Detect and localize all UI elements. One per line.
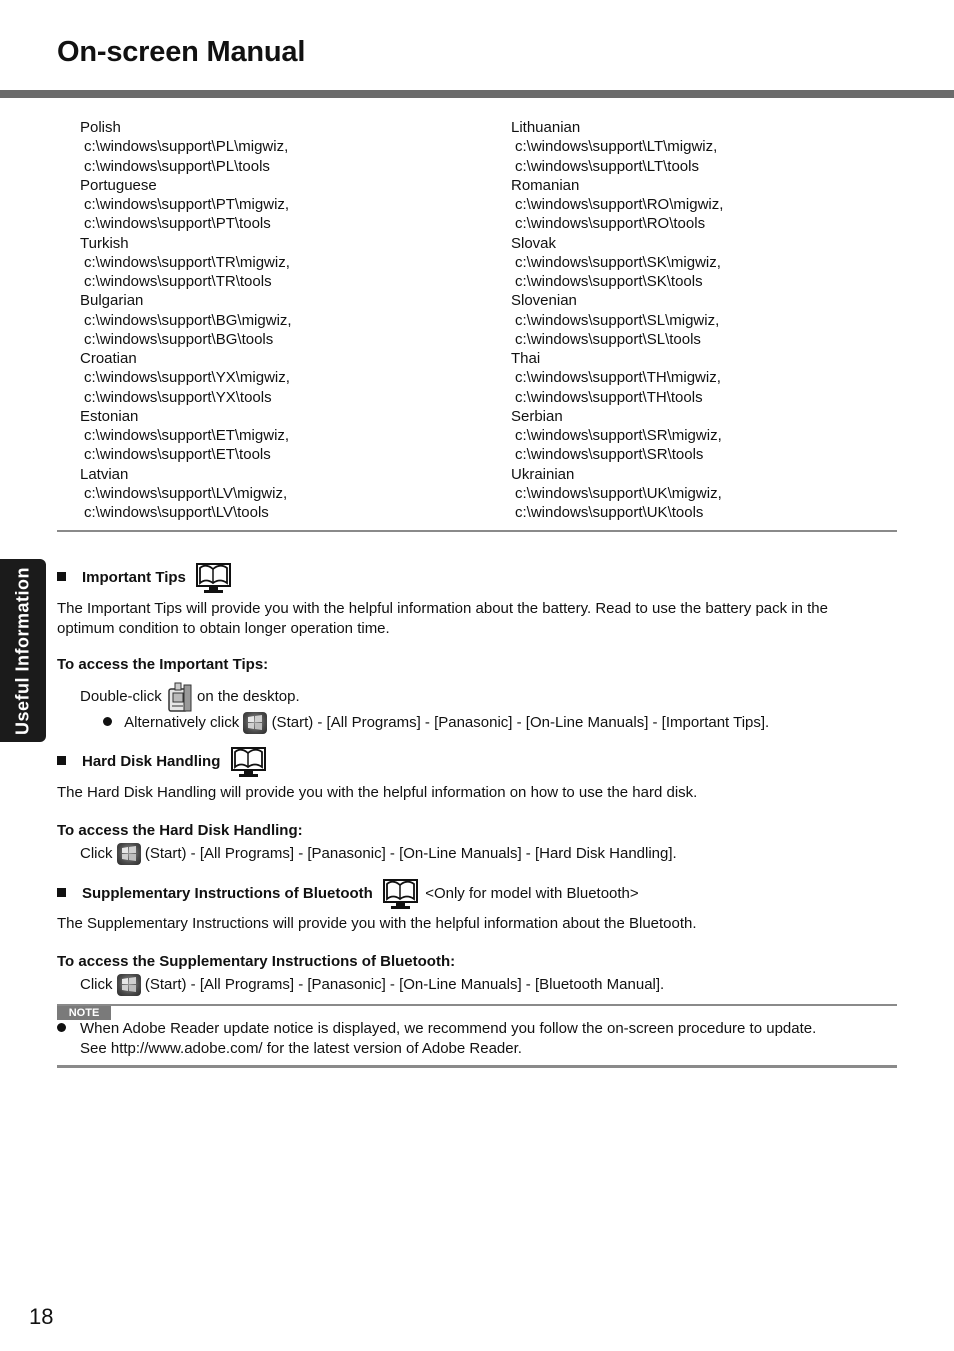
language-path: c:\windows\support\PL\migwiz, <box>84 138 289 156</box>
language-path: c:\windows\support\SK\migwiz, <box>515 253 721 271</box>
round-bullet-icon <box>103 717 112 726</box>
windows-start-icon[interactable] <box>243 712 267 734</box>
language-path: c:\windows\support\PT\migwiz, <box>84 196 290 213</box>
double-click-row <box>80 681 300 713</box>
bluetooth-click-row <box>80 974 664 996</box>
alternative-click-row <box>103 712 769 734</box>
language-name: Portuguese <box>80 176 157 194</box>
page-number: 18 <box>29 1304 54 1329</box>
windows-start-icon[interactable] <box>117 843 141 865</box>
bluetooth-click-path: (Start) - [All Programs] - [Panasonic] - [On-Line Manuals] - [Bluetooth Manual]. <box>144 975 665 993</box>
language-path: c:\windows\support\SL\tools <box>515 330 701 348</box>
language-path: c:\windows\support\LT\tools <box>515 157 699 175</box>
note-body <box>57 1019 816 1058</box>
language-entry <box>80 465 292 523</box>
language-name: Bulgarian <box>80 292 144 310</box>
language-entry <box>511 407 723 465</box>
hard-disk-heading: Hard Disk Handling <box>82 752 221 770</box>
language-entry <box>80 349 292 407</box>
language-name: Serbian <box>511 407 563 425</box>
language-entry <box>511 291 723 349</box>
language-name: Turkish <box>80 234 129 252</box>
hard-disk-heading-row <box>57 745 269 779</box>
language-entry <box>80 118 292 176</box>
bluetooth-qualifier: <Only for model with Bluetooth> <box>425 884 639 902</box>
language-entry <box>511 465 723 523</box>
language-path: c:\windows\support\LT\migwiz, <box>515 138 718 156</box>
language-path: c:\windows\support\LV\migwiz, <box>84 484 288 502</box>
language-entry <box>511 118 723 176</box>
language-path: c:\windows\support\SR\migwiz, <box>515 427 722 444</box>
important-tips-desktop-icon[interactable] <box>166 681 193 713</box>
side-tab <box>0 559 46 742</box>
click-text: Click <box>80 975 113 993</box>
hard-disk-access-heading: To access the Hard Disk Handling: <box>57 822 303 839</box>
alternative-click-path: (Start) - [All Programs] - [Panasonic] - [On-Line Manuals] - [Important Tips]. <box>271 713 770 731</box>
round-bullet-icon <box>57 1023 66 1032</box>
language-entry <box>80 234 292 292</box>
language-path: c:\windows\support\BG\migwiz, <box>84 311 292 329</box>
language-entry <box>511 349 723 407</box>
language-path: c:\windows\support\TH\tools <box>515 388 703 406</box>
language-column-left <box>80 118 292 522</box>
language-name: Polish <box>80 119 121 136</box>
square-bullet-icon <box>57 888 66 897</box>
language-path: c:\windows\support\SK\tools <box>515 273 703 290</box>
language-path: c:\windows\support\TR\tools <box>84 273 272 290</box>
square-bullet-icon <box>57 572 66 581</box>
note-line-1: When Adobe Reader update notice is displayed, we recommend you follow the on-screen procedure to update. <box>80 1020 817 1037</box>
open-book-on-monitor-icon <box>381 877 421 911</box>
language-path: c:\windows\support\UK\migwiz, <box>515 484 722 502</box>
language-path: c:\windows\support\TH\migwiz, <box>515 369 721 387</box>
double-click-suffix: on the desktop. <box>197 687 300 705</box>
language-path: c:\windows\support\YX\migwiz, <box>84 369 290 387</box>
title-rule <box>0 90 954 98</box>
language-name: Slovak <box>511 234 557 252</box>
language-path: c:\windows\support\SL\migwiz, <box>515 311 720 329</box>
important-tips-heading: Important Tips <box>82 568 186 586</box>
important-tips-access-heading: To access the Important Tips: <box>57 656 269 673</box>
language-path: c:\windows\support\ET\tools <box>84 446 271 464</box>
side-tab-label: Useful Information <box>12 566 33 735</box>
language-column-right <box>511 118 723 522</box>
language-name: Thai <box>511 350 541 367</box>
language-name: Lithuanian <box>511 119 581 136</box>
bluetooth-description: The Supplementary Instructions will provide you with the helpful information about the Bluetooth. <box>57 915 697 932</box>
open-book-on-monitor-icon <box>194 561 234 595</box>
note-top-rule <box>57 1004 897 1006</box>
language-path: c:\windows\support\LV\tools <box>84 504 269 521</box>
language-path: c:\windows\support\SR\tools <box>515 446 704 464</box>
important-tips-heading-row <box>57 561 234 595</box>
click-text: Click <box>80 844 113 862</box>
language-path: c:\windows\support\RO\migwiz, <box>515 196 724 213</box>
language-path: c:\windows\support\UK\tools <box>515 504 704 521</box>
double-click-text: Double-click <box>80 687 162 705</box>
note-bottom-rule <box>57 1065 897 1068</box>
language-name: Ukrainian <box>511 465 575 483</box>
language-entry <box>511 234 723 292</box>
bluetooth-access-heading: To access the Supplementary Instructions of Bluetooth: <box>57 953 456 970</box>
language-path: c:\windows\support\YX\tools <box>84 388 272 406</box>
page-title: On-screen Manual <box>57 36 306 68</box>
hard-disk-description: The Hard Disk Handling will provide you with the helpful information on how to use the hard disk. <box>57 784 698 801</box>
language-name: Estonian <box>80 407 139 425</box>
language-name: Latvian <box>80 465 129 483</box>
bluetooth-heading: Supplementary Instructions of Bluetooth <box>82 884 373 902</box>
language-path: c:\windows\support\ET\migwiz, <box>84 427 290 444</box>
language-name: Slovenian <box>511 292 577 310</box>
important-tips-description: The Important Tips will provide you with the helpful information about the battery. Read to use the battery pack in the optimum condition to obtain longer operation time. <box>57 600 828 637</box>
language-entry <box>80 407 292 465</box>
language-entry <box>80 291 292 349</box>
language-path: c:\windows\support\TR\migwiz, <box>84 253 290 271</box>
bluetooth-heading-row <box>57 877 639 911</box>
square-bullet-icon <box>57 756 66 765</box>
language-name: Romanian <box>511 176 580 194</box>
windows-start-icon[interactable] <box>117 974 141 996</box>
open-book-on-monitor-icon <box>229 745 269 779</box>
hard-disk-click-row <box>80 843 677 865</box>
hard-disk-click-path: (Start) - [All Programs] - [Panasonic] - [On-Line Manuals] - [Hard Disk Handling]. <box>144 844 677 862</box>
language-entry <box>511 176 723 234</box>
language-path: c:\windows\support\BG\tools <box>84 330 274 348</box>
note-label: NOTE <box>57 1006 111 1020</box>
language-path: c:\windows\support\PT\tools <box>84 215 271 233</box>
section-divider <box>57 530 897 532</box>
language-entry <box>80 176 292 234</box>
alternative-click-text: Alternatively click <box>124 713 240 731</box>
language-path: c:\windows\support\RO\tools <box>515 215 706 233</box>
note-line-2: See http://www.adobe.com/ for the latest version of Adobe Reader. <box>80 1039 522 1057</box>
language-name: Croatian <box>80 350 137 367</box>
language-path: c:\windows\support\PL\tools <box>84 157 270 175</box>
